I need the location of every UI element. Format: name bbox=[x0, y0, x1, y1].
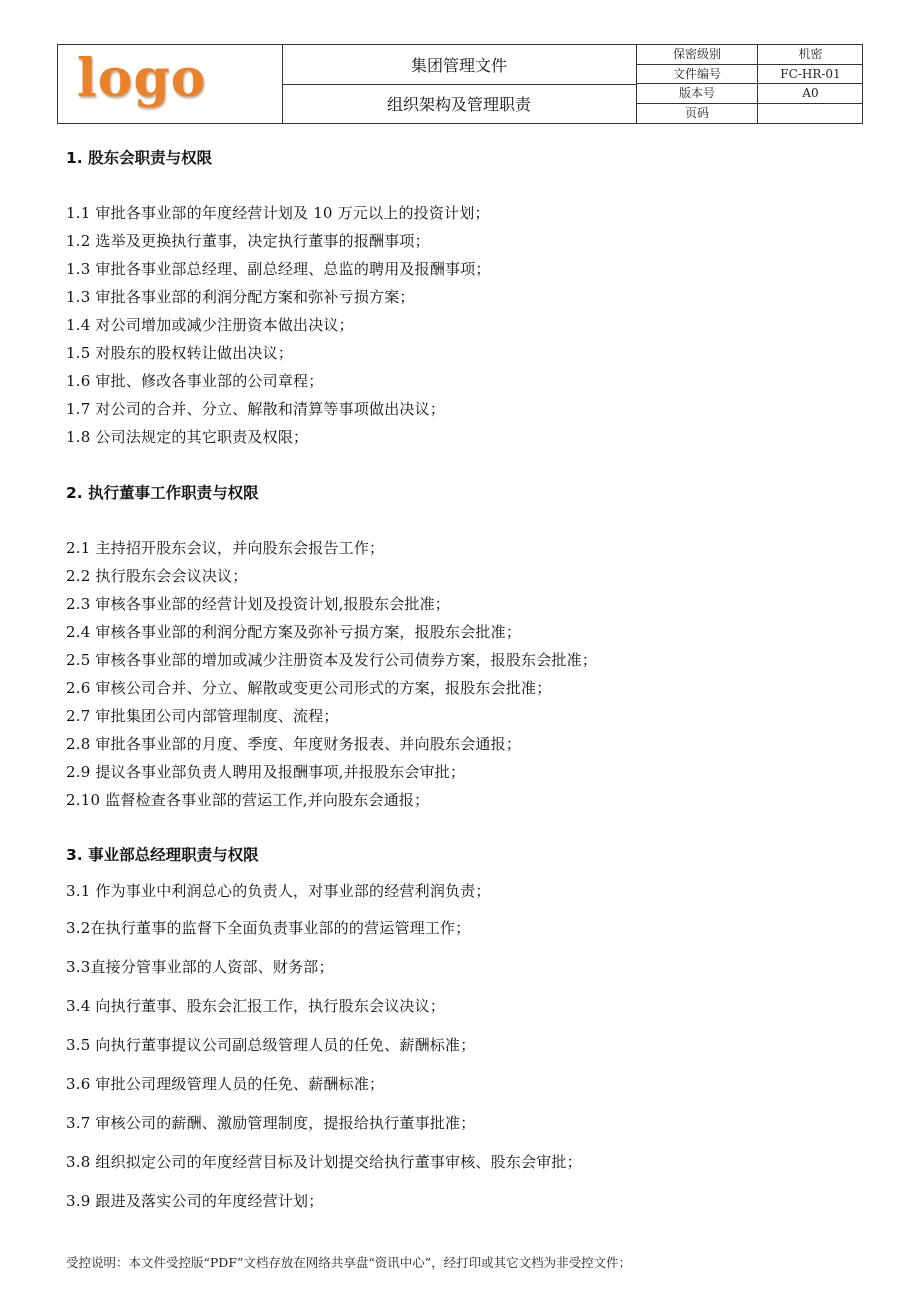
section-heading: 2. 执行董事工作职责与权限 bbox=[66, 484, 259, 502]
document-meta-table bbox=[636, 45, 863, 123]
list-item: 3.6 审批公司理级管理人员的任免、薪酬标准； bbox=[66, 1075, 385, 1093]
document-title: 组织架构及管理职责 bbox=[386, 95, 531, 114]
document-header bbox=[57, 44, 863, 124]
list-item: 3.9 跟进及落实公司的年度经营计划； bbox=[66, 1192, 324, 1210]
meta-value: 机密 bbox=[798, 47, 823, 61]
meta-value: FC-HR-01 bbox=[780, 66, 841, 81]
section-heading: 1. 股东会职责与权限 bbox=[66, 149, 213, 167]
list-item: 2.1 主持招开股东会议，并向股东会报告工作； bbox=[66, 539, 385, 557]
list-item: 3.1 作为事业中利润总心的负责人，对事业部的经营利润负责； bbox=[66, 882, 491, 900]
meta-row-security bbox=[637, 45, 863, 65]
meta-key: 文件编号 bbox=[637, 65, 758, 84]
list-item: 1.3 审批各事业部的利润分配方案和弥补亏损方案； bbox=[66, 288, 415, 306]
meta-key: 版本号 bbox=[637, 84, 758, 103]
meta-key: 保密级别 bbox=[637, 45, 758, 64]
list-item: 3.3直接分管事业部的人资部、财务部； bbox=[66, 958, 334, 976]
list-item: 3.4 向执行董事、股东会汇报工作，执行股东会议决议； bbox=[66, 997, 446, 1015]
list-item: 3.5 向执行董事提议公司副总级管理人员的任免、薪酬标准； bbox=[66, 1036, 476, 1054]
list-item: 1.3 审批各事业部总经理、副总经理、总监的聘用及报酬事项； bbox=[66, 260, 491, 278]
list-item: 1.5 对股东的股权转让做出决议； bbox=[66, 344, 294, 362]
list-item: 1.7 对公司的合并、分立、解散和清算等事项做出决议； bbox=[66, 400, 446, 418]
section-heading: 3. 事业部总经理职责与权限 bbox=[66, 846, 259, 864]
list-item: 2.2 执行股东会会议决议； bbox=[66, 567, 248, 585]
meta-value bbox=[758, 104, 863, 124]
list-item: 1.1 审批各事业部的年度经营计划及 10 万元以上的投资计划； bbox=[66, 204, 490, 222]
company-logo: logo bbox=[77, 48, 207, 109]
meta-row-doc-number bbox=[637, 65, 863, 85]
list-item: 2.6 审核公司合并、分立、解散或变更公司形式的方案，报股东会批准； bbox=[66, 679, 552, 697]
list-item: 2.7 审批集团公司内部管理制度、流程； bbox=[66, 707, 339, 725]
meta-value: A0 bbox=[802, 86, 819, 100]
meta-key: 页码 bbox=[637, 104, 758, 124]
meta-row-page bbox=[637, 104, 863, 124]
list-item: 1.6 审批、修改各事业部的公司章程； bbox=[66, 372, 324, 390]
list-item: 2.4 审核各事业部的利润分配方案及弥补亏损方案，报股东会批准； bbox=[66, 623, 522, 641]
list-item: 1.8 公司法规定的其它职责及权限； bbox=[66, 428, 309, 446]
list-item: 1.2 选举及更换执行董事，决定执行董事的报酬事项； bbox=[66, 232, 430, 250]
meta-row-version bbox=[637, 84, 863, 104]
list-item: 2.8 审批各事业部的月度、季度、年度财务报表、并向股东会通报； bbox=[66, 735, 522, 753]
control-notice-footer: 受控说明：本文件受控版“PDF”文档存放在网络共享盘“资讯中心”，经打印或其它文档为非受控文件； bbox=[66, 1255, 632, 1270]
list-item: 2.5 审核各事业部的增加或减少注册资本及发行公司债券方案，报股东会批准； bbox=[66, 651, 598, 669]
list-item: 2.10 监督检查各事业部的营运工作,并向股东会通报； bbox=[66, 791, 430, 809]
list-item: 2.9 提议各事业部负责人聘用及报酬事项,并报股东会审批； bbox=[66, 763, 466, 781]
list-item: 3.2在执行董事的监督下全面负责事业部的的营运管理工作； bbox=[66, 919, 471, 937]
list-item: 3.8 组织拟定公司的年度经营目标及计划提交给执行董事审核、股东会审批； bbox=[66, 1153, 582, 1171]
document-category: 集团管理文件 bbox=[282, 45, 636, 85]
list-item: 1.4 对公司增加或减少注册资本做出决议； bbox=[66, 316, 354, 334]
list-item: 3.7 审核公司的薪酬、激励管理制度，提报给执行董事批准； bbox=[66, 1114, 476, 1132]
logo-cell bbox=[58, 45, 283, 123]
list-item: 2.3 审核各事业部的经营计划及投资计划,报股东会批准； bbox=[66, 595, 450, 613]
